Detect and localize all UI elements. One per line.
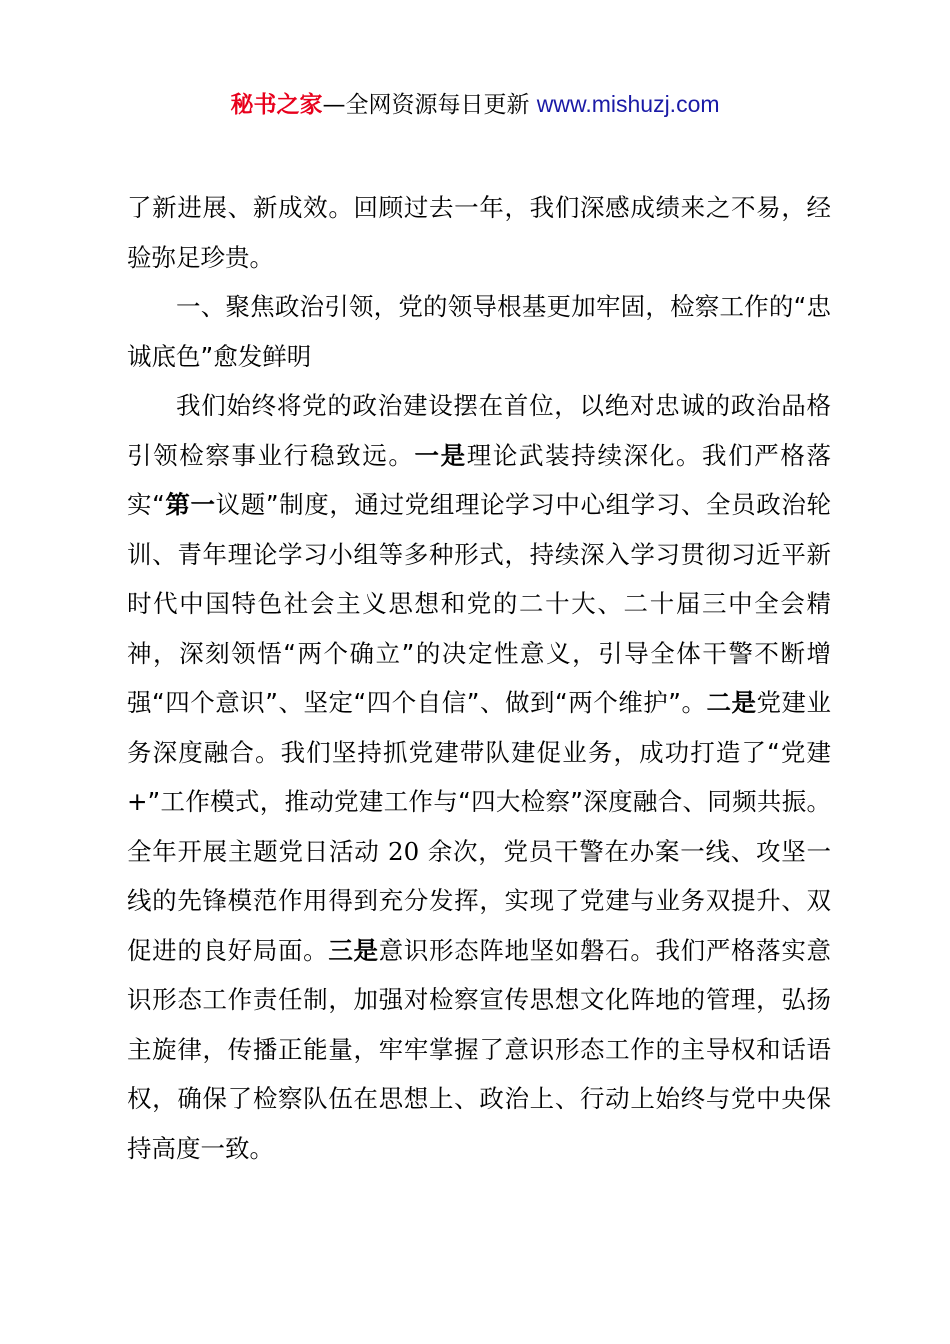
text-run: 意识形态阵地坚如磐石。我们严格落实意识形态工作责任制，加强对检察宣传思想文化阵地的管理，弘扬主旋律，传播正能量，牢牢掌握了意识形态工作的主导权和话语权，确保了检察队伍在思想上、政治上、行动上始终与党中央保持高度一致。	[127, 935, 832, 1163]
text-run: 议题”制度，通过党组理论学习中心组学习、全员政治轮训、青年理论学习小组等多种形式，持续深入学习贯彻习近平新时代中国特色社会主义思想和党的二十大、二十届三中全会精神，深刻领悟“两个确立”的决定性意义，引导全体干警不断增强“四个意识”、坚定“四个自信”、做到“两个维护”。	[127, 490, 831, 717]
site-banner	[0, 86, 950, 123]
site-tagline: —全网资源每日更新	[322, 92, 537, 118]
bold-phrase-first-topic: 第一	[164, 490, 216, 519]
bold-marker-first: 一是	[414, 440, 467, 470]
site-url-link[interactable]: www.mishuzj.com	[536, 91, 720, 117]
bold-marker-second: 二是	[706, 688, 757, 717]
text-run: 理论武装持续深化。我们严格落实“	[127, 440, 832, 519]
paragraph-continuation: 了新进展、新成效。回顾过去一年，我们深感成绩来之不易，经验弥足珍贵。	[127, 193, 831, 272]
text-run: 余次，党员干警在办案一线、攻坚一线的先锋模范作用得到充分发挥，实现了党建与业务双提升、双促进的良好局面。	[127, 836, 831, 965]
text-run: 党建业务深度融合。我们坚持抓党建带队建促业务，成功打造了“党建+”工作模式，推动党建工作与“四大检察”深度融合、同频共振。全年开展主题党日活动	[127, 688, 832, 866]
section-heading: 一、聚焦政治引领，党的领导根基更加牢固，检察工作的“忠诚底色”愈发鲜明	[127, 292, 831, 371]
paragraph-political-leadership	[127, 381, 831, 1173]
site-brand: 秘书之家	[230, 92, 323, 118]
text-run: 我们始终将党的政治建设摆在首位，以绝对忠诚的政治品格引领检察事业行稳致远。	[127, 391, 831, 470]
activity-count: 20	[379, 836, 428, 866]
document-body	[127, 183, 831, 1173]
bold-marker-third: 三是	[328, 935, 379, 965]
